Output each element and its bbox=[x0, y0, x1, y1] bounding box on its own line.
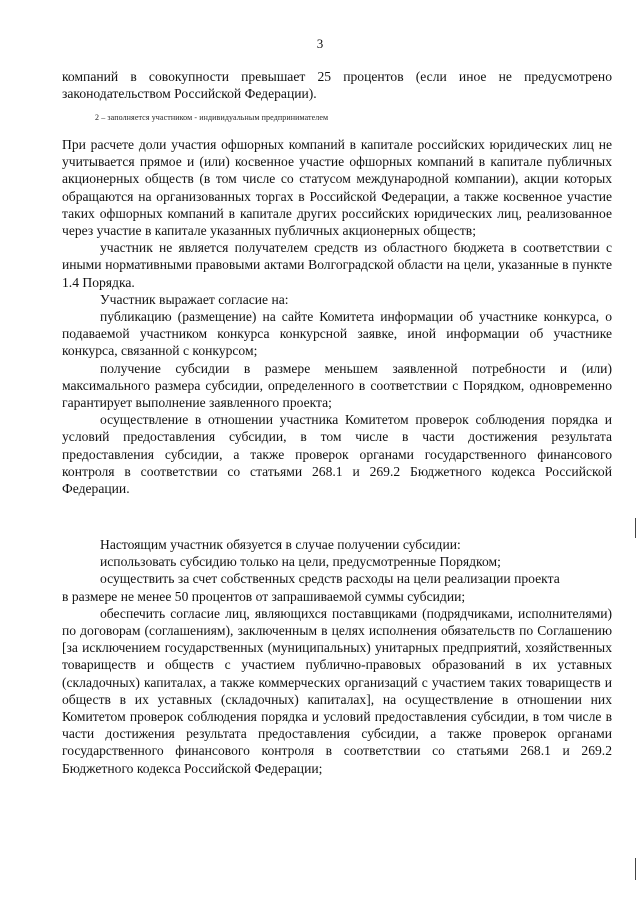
footnote: 2 – заполняется участником - индивидуальным предпринимателем bbox=[95, 113, 329, 122]
section-conditions bbox=[62, 136, 612, 497]
paragraph-subsidy-amount: получение субсидии в размере меньшем заявленной потребности и (или) максимального размера субсидии, определенного в соответствии с Порядком, одновременно гарантирует выполнение заявленного проекта; bbox=[62, 360, 612, 411]
paragraph-not-recipient: участник не является получателем средств из областного бюджета в соответствии с иными нормативными правовыми актами Волгоградской области на цели, указанные в пункте 1.4 Порядка. bbox=[62, 240, 612, 290]
paragraph-offshore: При расчете доли участия офшорных компаний в капитале российских юридических лиц не учитывается прямое и (или) косвенное участие офшорных компаний в капитале публичных акционерных обществ (в том числе со статусом международной компании), акции которых обращаются на организованных торгах в Российской Федерации, а также косвенное участие таких офшорных компаний в капитале других российских юридических лиц, реализованное через участие в капитале указанных публичных акционерных обществ; bbox=[62, 137, 612, 239]
scan-edge-mark bbox=[635, 858, 636, 880]
paragraph-supplier-consent: обеспечить согласие лиц, являющихся поставщиками (подрядчиками, исполнителями) по договорам (соглашениям), заключенным в целях исполнения обязательств по Соглашению [за исключением государственных (муниципальных) унитарных предприятий, хозяйственных товариществ и обществ с участием публично-правовых образований в их уставных (складочных) капиталах, а также коммерческих организаций с участием таких товариществ и обществ в их уставных (складочных) капиталах], на осуществление в отношении них Комитетом проверок соблюдения порядка и условий предоставления субсидии, в том числе в части достижения результата предоставления субсидии, а также проверок органами государственного финансового контроля в соответствии со статьями 268.1 и 269.2 Бюджетного кодекса Российской Федерации; bbox=[62, 605, 612, 776]
page-number: 3 bbox=[316, 36, 324, 51]
paragraph: компаний в совокупности превышает 25 процентов (если иное не предусмотрено законодательством Российской Федерации). bbox=[62, 69, 612, 102]
section-obligations bbox=[62, 536, 612, 777]
paragraph-own-funds-amount: в размере не менее 50 процентов от запрашиваемой суммы субсидии; bbox=[62, 588, 466, 604]
paragraph-own-funds: осуществить за счет собственных средств расходы на цели реализации проекта bbox=[100, 571, 560, 587]
scan-edge-mark bbox=[635, 518, 636, 538]
paragraph-obligations-heading: Настоящим участник обязуется в случае получении субсидии: bbox=[100, 537, 461, 552]
paragraph-publication: публикацию (размещение) на сайте Комитета информации об участнике конкурса, о подаваемой участником конкурса конкурсной заявке, иной информации об участнике конкурса, связанной с конкурсом; bbox=[62, 309, 612, 359]
paragraph-inspections: осуществление в отношении участника Комитетом проверок соблюдения порядка и условий предоставления субсидии, в том числе в части достижения результата предоставления субсидии, а также проверок органами государственного финансового контроля в соответствии со статьями 268.1 и 269.2 Бюджетного кодекса Российской Федерации. bbox=[62, 412, 612, 497]
paragraph-consent-heading: Участник выражает согласие на: bbox=[100, 291, 289, 307]
paragraph-use-subsidy: использовать субсидию только на цели, предусмотренные Порядком; bbox=[100, 554, 501, 570]
continuation-paragraph bbox=[62, 68, 612, 102]
